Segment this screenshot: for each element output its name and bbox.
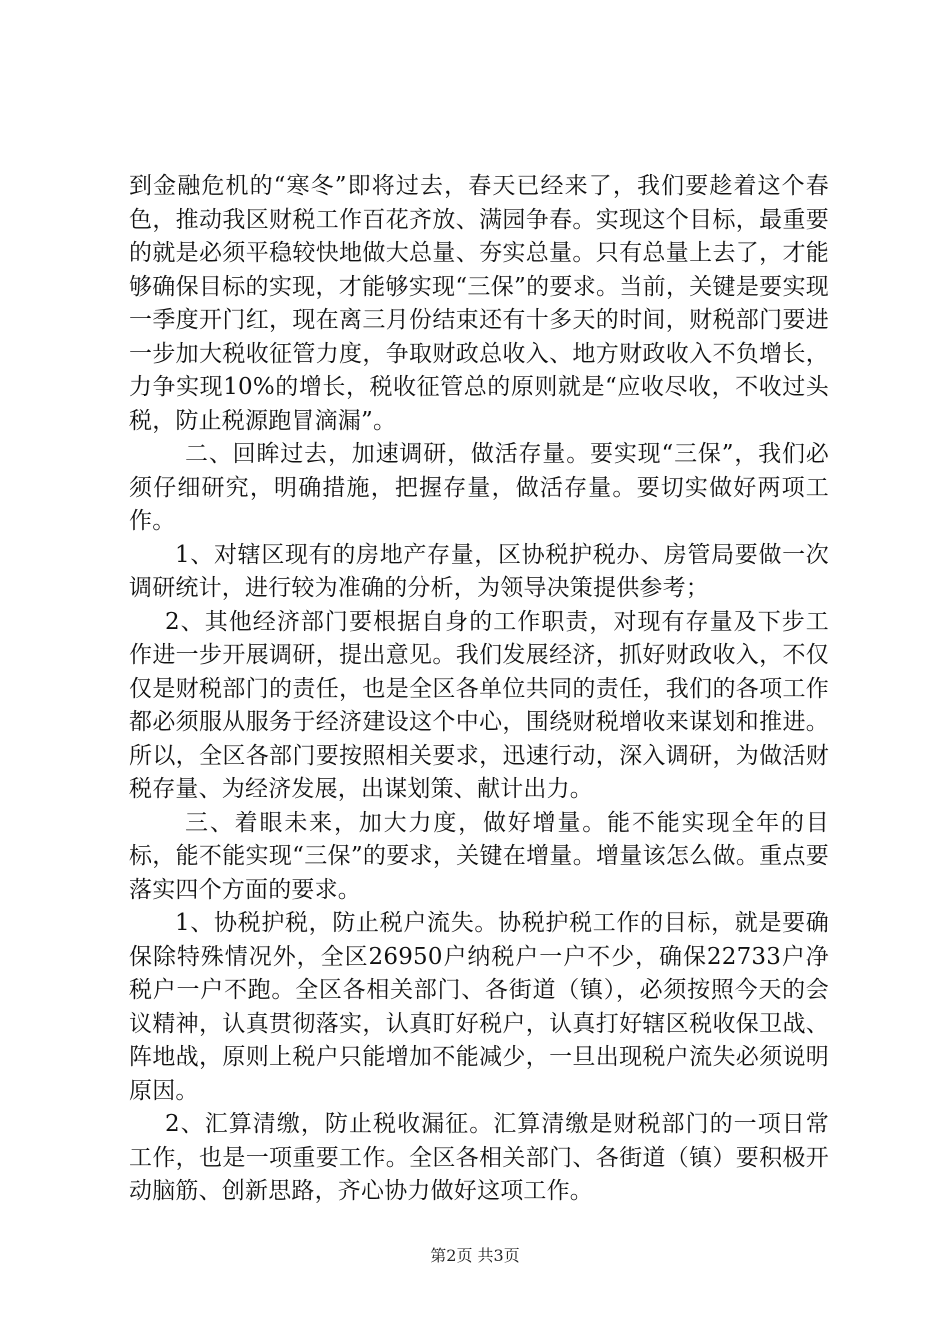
paragraph-section-two-heading: 二、回眸过去，加速调研，做活存量。要实现“三保”，我们必须仔细研究，明确措施，把握存量，做活存量。要切实做好两项工作。 — [129, 441, 829, 534]
paragraph-item-2-economic-depts: 2、其他经济部门要根据自身的工作职责，对现有存量及下步工作进一步开展调研，提出意见。我们发展经济，抓好财政收入，不仅仅是财税部门的责任，也是全区各单位共同的责任，我们的各项工作都必须服从服务于经济建设这个中心，围绕财税增收来谋划和推进。所以，全区各部门要按照相关要求，迅速行动，深入调研，为做活财税存量、为经济发展，出谋划策、献计出力。 — [129, 608, 829, 802]
paragraph-item-2-settlement: 2、汇算清缴，防止税收漏征。汇算清缴是财税部门的一项日常工作，也是一项重要工作。全区各相关部门、各街道（镇）要积极开动脑筋、创新思路，齐心协力做好这项工作。 — [129, 1111, 829, 1204]
paragraph-item-1-real-estate: 1、对辖区现有的房地产存量，区协税护税办、房管局要做一次调研统计，进行较为准确的分析，为领导决策提供参考； — [129, 541, 829, 601]
page-number-label: 第2页 共3页 — [430, 1246, 520, 1265]
document-body — [129, 170, 829, 1209]
paragraph-section-three-heading: 三、着眼未来，加大力度，做好增量。能不能实现全年的目标，能不能实现“三保”的要求，关键在增量。增量该怎么做。重点要落实四个方面的要求。 — [129, 809, 829, 903]
paragraph-item-1-tax-protection: 1、协税护税，防止税户流失。协税护税工作的目标，就是要确保除特殊情况外，全区26950户纳税户一户不少，确保22733户净税户一户不跑。全区各相关部门、各街道（镇），必须按照今天的会议精神，认真贯彻落实，认真盯好税户，认真打好辖区税收保卫战、阵地战，原则上税户只能增加不能减少，一旦出现税户流失必须说明原因。 — [129, 910, 829, 1104]
paragraph-continued: 到金融危机的“寒冬”即将过去，春天已经来了，我们要趁着这个春色，推动我区财税工作百花齐放、满园争春。实现这个目标，最重要的就是必须平稳较快地做大总量、夯实总量。只有总量上去了，才能够确保目标的实现，才能够实现“三保”的要求。当前，关键是要实现一季度开门红，现在离三月份结束还有十多天的时间，财税部门要进一步加大税收征管力度，争取财政总收入、地方财政收入不负增长，力争实现10%的增长，税收征管总的原则就是“应收尽收，不收过头税，防止税源跑冒滴漏”。 — [129, 173, 829, 434]
page-footer — [0, 1243, 950, 1266]
